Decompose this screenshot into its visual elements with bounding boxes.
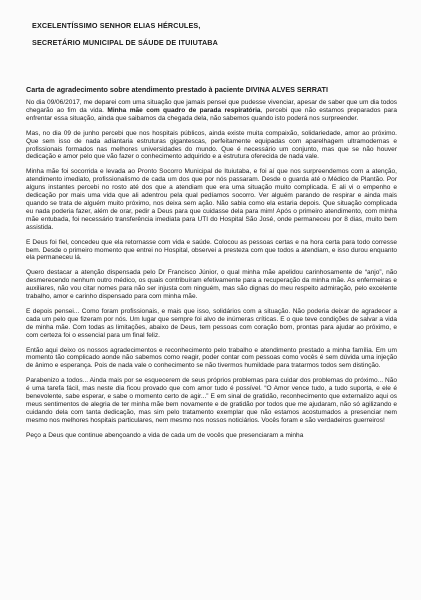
paragraph-1-highlight: Minha mãe com quadro de parada respiratória [107, 106, 261, 114]
paragraph-3: Minha mãe foi socorrida e levada ao Pronto Socorro Municipal de Ituiutaba, e foi aí que nos surpreendemos com a atenção, atendimento imediato, profissionalismo de cada um dos que por nós passaram. Desde o guarda até o Médico de Plantão. Por alguns instantes percebi no rosto até dos que a atendiam que era uma situação muito complicada. E ali vi o empenho e dedicação por mais uma vida que ali adentrou pela qual pedíamos socorro. Ver alguém parando de respirar e ainda mais quando se trata de alguém muito próximo, nos deixa sem ação. Não sabia como ela estaria depois. Que situação complicada eu nada poderia fazer, além de orar, pedir a Deus para que cuidasse dela para mim! Após o primeiro atendimento, com minha mãe entubada, foi necessário transferência imediata para UTI do Hospital São José, onde permaneceu por 8 dias, muito bem assistida. [26, 168, 397, 231]
paragraph-6: E depois pensei... Como foram profissionais, e mais que isso, solidários com a situação. Não poderia deixar de agradecer a cada um pelo que fizeram por nós. Um lugar que sempre foi alvo de inúmeras críticas. E o que teve condições de salvar a vida de minha mãe. Com todas as limitações, abaixo de Deus, tem pessoas com coração bom, prontas para ajudar ao próximo, e com certeza foi o essencial para um final feliz. [26, 307, 397, 339]
paragraph-7: Então aqui deixo os nossos agradecimentos e reconhecimento pelo trabalho e atendimento prestado a minha família. Em um momento tão complicado aonde não sabemos como reagir, poder contar com pessoas como vocês é sem dúvida uma injeção de ânimo e esperança. Pois de nada vale o conhecimento se não tivermos humildade para tratarmos todos sem distinção. [26, 346, 397, 370]
recipient-title: SECRETÁRIO MUNICIPAL DE SÁUDE DE ITUIUTABA [32, 38, 218, 47]
paragraph-5: Quero destacar a atenção dispensada pelo Dr Francisco Júnior, o qual minha mãe apelidou carinhosamente de “anjo”, não desmerecendo nenhum outro médico, os quais contribuíram efetivamente para a recuperação da minha mãe. As enfermeiras e auxiliares, não vou citar nomes para não ser injusta com ninguém, mas são dignas do meu respeito admiração, pelo excelente trabalho, amor e carinho dispensado para com minha mãe. [26, 269, 397, 301]
letter-header [32, 17, 397, 51]
recipient-name: EXCELENTÍSSIMO SENHOR ELIAS HÉRCULES, [32, 21, 201, 30]
paragraph-1 [26, 99, 397, 123]
paragraph-4: E Deus foi fiel, concedeu que ela retornasse com vida e saúde. Colocou as pessoas certas e na hora certa para todo corresse bem. Desde o primeiro momento que entrei no Hospital, observei a presteza com que todos a atendiam, e isso durou enquanto ela permaneceu lá. [26, 238, 397, 262]
paragraph-8: Parabenizo a todos... Ainda mais por se esquecerem de seus próprios problemas para cuidar dos problemas do próximo... Não é uma tarefa fácil, mas neste dia ficou provado que com amor tudo é possível. “O Amor vence tudo, a tudo suporta, e ele é benevolente, sabe esperar, e sabe o momento certo de agir...” E em sinal de gratidão, reconhecimento que externalizo aqui os meus sentimentos de alegria de ter minha mãe bem novamente e de gratidão por todos que me ajudaram, não só agilizando e cuidando dela com tanta dedicação, mas sim pelo tratamento exemplar que não estamos acostumados a presenciar nem mesmo nos melhores hospitais particulares, nem mesmo nos nossos noticiários. Vocês foram e são verdadeiros guerreiros! [26, 377, 397, 424]
paragraph-9: Peço a Deus que continue abençoando a vida de cada um de vocês que presenciaram a minha [26, 431, 304, 439]
letter-body [26, 99, 397, 440]
paragraph-1-end: , percebi que não estamos preparados para enfrentar essa situação, ainda que saibamos da chegada dela, não sabemos quando isto poderá nos surpreender. [26, 106, 398, 122]
paragraph-1-start: No dia 09/06/2017, me deparei com uma situação que jamais pensei que pudesse vivenciar, apesar de saber que um dia todos chegarão ao fim da vida. [26, 99, 397, 114]
paragraph-2: Mas, no dia 09 de junho percebi que nos hospitais públicos, ainda existe muita compaixão, solidariedade, amor ao próximo. Que sem isso de nada adiantaria estruturas gigantescas, perfeitamente equipadas com aparelhagem ultramodernas e profissionais formados nas melhores universidades do mundo. Que é necessário um conjunto, mas que se não houver dedicação e amor pelo que vão fazer o conhecimento adquirido e a estrutura oferecida de nada vale. [26, 129, 397, 161]
letter-title: Carta de agradecimento sobre atendimento prestado à paciente DIVINA ALVES SERRATI [26, 85, 328, 94]
